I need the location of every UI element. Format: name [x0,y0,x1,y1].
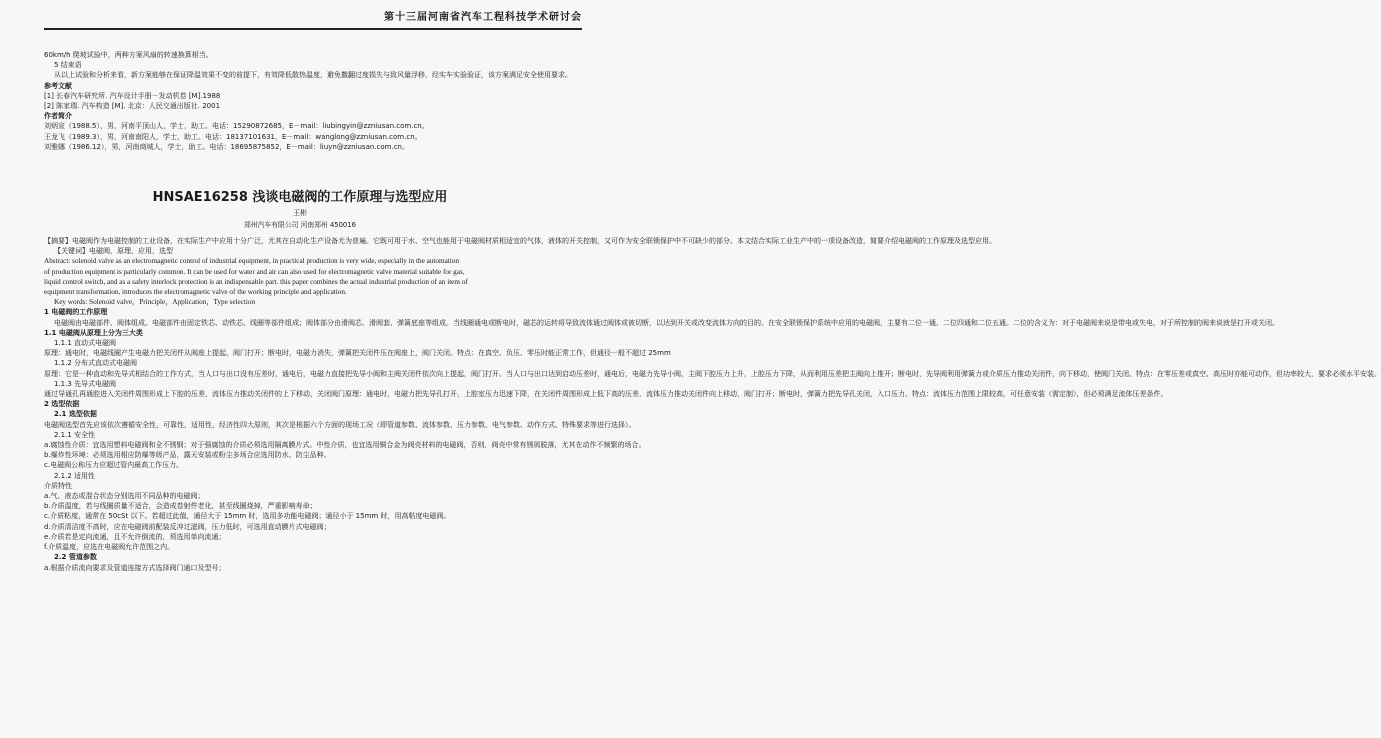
body-line: b.介质温度，若与线圈质量不适合，会造成卷射件老化，甚至线圈烧掉，严重影响寿命； [44,502,317,511]
body-line: 【摘要】电磁阀作为电磁控制的工业设备，在实际生产中应用十分广泛，尤其在自动化生产设备尤为普遍。它既可用于水、空气也能用于电磁阀材质相适宜的气体，液体的开关控制，又可作为安全联锁保护中不可缺少的部分。本文结合实际工业生产中的一项设备改造，简要介绍电磁阀的工作原理及选型应用。 [44,237,996,245]
body-line: 1.1.3 先导式电磁阀 [54,379,117,388]
body-line: 1.1.2 分布式直动式电磁阀 [54,359,138,368]
previous-article-tail [44,50,572,152]
body-line: 原理：通电时，电磁线圈产生电磁力把关闭件从阀座上提起，阀门打开；断电时，电磁力消失，弹簧把关闭件压在阀座上，阀门关闭。特点：在真空、负压、零压时能正常工作，但通径一般不超过 25mm [44,349,671,358]
prev-line: 5 结束语 [54,61,82,70]
body-line: 电磁阀选型首先应该依次遵循安全性，可靠性，适用性，经济性四大原则，其次是根据六个方面的现场工况（即管道参数、流体参数、压力参数、电气参数、动作方式、特殊要求等进行选择）。 [44,420,636,429]
prev-line: [1] 长春汽车研究所. 汽车设计手册－发动机卷 [M].1988 [44,91,221,100]
body-line: c.介质粘度，通常在 50cSt 以下。若超过此值，通径大于 15mm 时，选用多功能电磁阀；通径小于 15mm 时，用高粘度电磁阀。 [44,512,451,521]
prev-line: 王龙飞（1989.3），男，河南南阳人，学士，助工。电话：18137101631，E－mail：wanglong@zzniusan.com.cn。 [44,132,422,141]
body-line: of production equipment is particularly common. It can be used for water and air can also used for electromagnetic valve material suitable for gas, [44,267,465,276]
body-line: a.气、液态或混合状态分别选用不同品种的电磁阀； [44,492,205,501]
body-line: a.腐蚀性介质：宜选用塑料电磁阀和全不锈钢；对于强腐蚀的介质必须选用隔离膜片式。中性介质，也宜选用铜合金为阀壳材料的电磁阀，否则，阀壳中常有锈屑脱落，尤其在动作不频繁的场合。 [44,441,646,450]
body-line: 2.1.2 适用性 [54,471,96,480]
body-line: 2 选型依据 [44,400,80,409]
body-line: 通过导通孔再通腔进入关闭件周围形成上下腔的压差，流体压力推动关闭件的上下移动，关闭阀门原理：通电时，电磁力把先导孔打开，上腔室压力迅速下降，在关闭件周围形成上低下高的压差，流体压力推动关闭件向上移动，阀门打开；断电时，弹簧力把先导孔关闭，入口压力。特点：流体压力范围上限较高，可任意安装（需定制），但必须满足流体压差条件。 [44,390,1168,399]
article-affiliation: 郑州汽车有限公司 河南郑州 450016 [244,221,356,229]
article-title: HNSAE16258 浅谈电磁阀的工作原理与选型应用 [152,190,448,205]
prev-line: 刘雅娜（1986.12），男，河南商城人，学士，助工。电话：18695875852，E－mail：liuyn@zzniusan.com.cn。 [44,142,409,151]
prev-line: 参考文献 [44,81,72,90]
body-line: 2.1 选型依据 [54,410,97,419]
prev-line: 作者简介 [44,112,72,121]
body-line: c.电磁阀公称压力应超过管内最高工作压力。 [44,461,184,470]
running-header: 第十三届河南省汽车工程科技学术研讨会 [384,12,582,23]
body-line: d.介质清洁度不高时，应在电磁阀前配装反冲过滤阀，压力低时，可选用直动膜片式电磁阀； [44,522,331,531]
body-line: 2.1.1 安全性 [54,430,96,439]
article-body [44,236,1381,573]
body-line: Key words: Solenoid valve，Principle，Application，Type selection [54,298,256,307]
body-line: Abstract: solenoid valve as an electromagnetic control of industrial equipment, in practical production is very wide, especially in the automation [44,257,459,266]
body-line: 介质特性 [44,481,72,490]
body-line: 【关键词】电磁阀，原理，应用，选型 [54,247,173,256]
header-rule [44,28,582,30]
prev-line: [2] 陈家瑞. 汽车构造 [M]. 北京：人民交通出版社. 2001 [44,102,221,111]
body-line: 1 电磁阀的工作原理 [44,308,108,317]
prev-line: 刘炳宣（1988.5），男，河南平顶山人，学士，助工。电话：15290872685，E－mail：liubingyin@zzniusan.com.cn。 [44,122,429,131]
body-line: liquid control switch, and as a safety interlock protection is an indispensable part. this paper combines the actual industrial production of an item of [44,277,468,286]
body-line: e.介质若是定向流通，且不允许倒流的，须选用单向流通； [44,532,226,541]
body-line: f.介质温度，应选在电磁阀允许范围之内。 [44,543,175,552]
body-line: 电磁阀由电磁部件、阀体组成。电磁部件由固定铁芯、动铁芯、线圈等部件组成；阀体部分由滑阀芯、滑阀套、弹簧底座等组成。当线圈通电或断电时，磁芯的运转将导致流体通过阀体或被切断，以达到开关或改变流体方向的目的。在安全联锁保护系统中应用的电磁阀，主要有二位一通、二位四通和二位五通。二位的含义为：对于电磁阀来说是带电或失电，对于所控制的阀来说就是打开或关闭。 [54,318,1279,327]
body-line: equipment transformation, introduces the electromagnetic valve of the working principle and application. [44,288,347,297]
prev-line: 从以上试验和分析来看，新方案能够在保证降温效果不变的前提下，有效降低散热温度，避免撒翻过度损失与致风量浮移，经实车实验验证，该方案满足安全使用要求。 [54,71,572,80]
body-line: a.根据介质流向要求及管道连接方式选择阀门通口及型号； [44,563,226,572]
body-line: 原理：它是一种直动和先导式相结合的工作方式，当人口与出口没有压差时，通电后，电磁力直接把先导小阀和主阀关闭件依次向上提起，阀门打开。当人口与出口达到启动压差时，通电后，电磁力先导小阀，主阀下腔压力上升，上腔压力下降，从而利用压差把主阀向上推开；断电时，先导阀利用弹簧力或介质压力推动关闭件，向下移动，使阀门关闭。特点：在零压差或真空、高压时亦能可动作，但功率较大，要求必须水平安装。 [44,369,1381,378]
prev-line: 60km/h 爬坡试验中，两种方案风扇的转速换算相当。 [44,51,213,59]
body-line: 1.1 电磁阀从原理上分为三大类 [44,328,143,337]
article-author: 王彬 [293,209,307,217]
body-line: 1.1.1 直动式电磁阀 [54,339,117,348]
body-line: 2.2 管道参数 [54,553,97,562]
body-line: b.爆炸性环境：必须选用相应防爆等级产品，露天安装或粉尘多场合应选用防水、防尘品种。 [44,451,331,460]
